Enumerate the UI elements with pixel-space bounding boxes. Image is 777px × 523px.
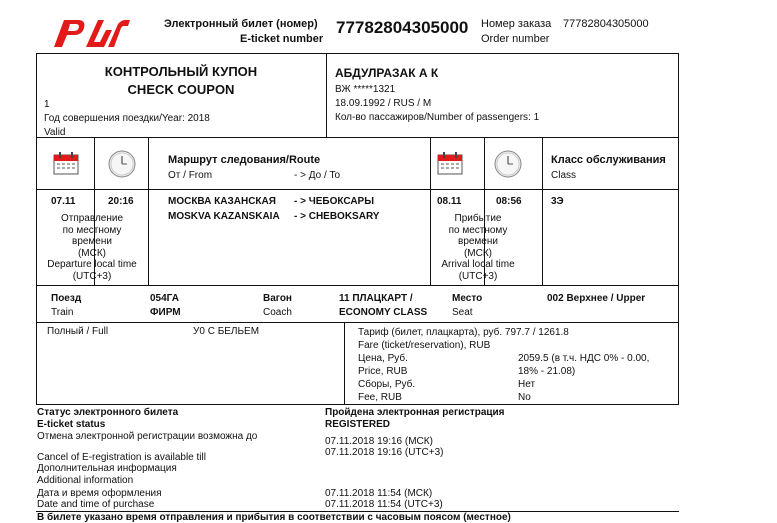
train-brand: ФИРМ — [150, 307, 181, 318]
departure-note: Отправление по местному времени (МСК) Departure local time (UTC+3) — [47, 213, 137, 282]
order-number: 77782804305000 — [563, 18, 649, 30]
coupon-number: 1 — [44, 99, 50, 110]
class-value: 3Э — [551, 196, 564, 207]
status-label-en: E-ticket status — [37, 419, 106, 430]
passenger-count: Кол-во пассажиров/Number of passengers: 1 — [335, 112, 540, 123]
status-label-ru: Статус электронного билета — [37, 407, 179, 418]
fee-label-en: Fee, RUB — [358, 392, 402, 403]
train-number: 054ГА — [150, 293, 179, 304]
arrival-note: Прибытие по местному времени (МСК) Arrival local time (UTC+3) — [441, 213, 515, 282]
passenger-birth: 18.09.1992 / RUS / M — [335, 98, 432, 109]
clock-icon — [494, 150, 522, 178]
price-label-ru: Цена, Руб. — [358, 353, 408, 364]
route-label: Маршрут следования/Route — [168, 154, 321, 166]
order-label-en: Order number — [481, 33, 550, 45]
passenger-name: АБДУЛРАЗАК А К — [335, 66, 439, 80]
fee-value-ru: Нет — [518, 379, 536, 390]
fare-service: У0 С БЕЛЬЕМ — [193, 326, 260, 337]
route-to-label: - > До / To — [294, 170, 341, 181]
car-label-ru: Вагон — [263, 293, 292, 304]
extra-info-ru: Дополнительная информация — [37, 463, 177, 474]
calendar-icon — [53, 151, 79, 175]
issued-value-2: 07.11.2018 11:54 (UTC+3) — [325, 499, 443, 510]
fare-type: Полный / Full — [47, 326, 109, 337]
issued-label-en: Date and time of purchase — [37, 499, 155, 510]
cancel-label-ru: Отмена электронной регистрации возможна до — [37, 431, 258, 442]
departure-date: 07.11 — [51, 196, 76, 207]
price-value-2: 18% - 21.08) — [518, 366, 576, 377]
seat-label-ru: Место — [452, 293, 483, 304]
rzd-logo — [48, 14, 132, 52]
eticket-number: 77782804305000 — [336, 18, 469, 37]
cancel-label-en: Cancel of E-registration is available till — [37, 452, 206, 463]
car-label-en: Coach — [263, 307, 292, 318]
cancel-value-2: 07.11.2018 19:16 (UTC+3) — [325, 447, 444, 458]
train-label-en: Train — [51, 307, 74, 318]
car-value-ru: 11 ПЛАЦКАРТ / — [339, 293, 413, 304]
route-from-label: От / From — [168, 170, 213, 181]
coupon-year: Год совершения поездки/Year: 2018 — [44, 113, 210, 124]
fee-value-en: No — [518, 392, 531, 403]
cancel-value-1: 07.11.2018 19:16 (МСК) — [325, 436, 433, 447]
fee-label-ru: Сборы, Руб. — [358, 379, 416, 390]
arrival-time: 08:56 — [496, 196, 522, 207]
route-from-en: MOSKVA KAZANSKAIA — [168, 211, 280, 222]
route-from-ru: МОСКВА КАЗАНСКАЯ — [168, 196, 276, 207]
car-value-en: ECONOMY CLASS — [339, 307, 428, 318]
issued-label-ru: Дата и время оформления — [37, 488, 162, 499]
seat-value: 002 Верхнее / Upper — [547, 293, 646, 304]
calendar-icon — [437, 151, 463, 175]
issued-value-1: 07.11.2018 11:54 (МСК) — [325, 488, 433, 499]
passenger-document: ВЖ *****1321 — [335, 84, 396, 95]
footer-note: В билете указано время отправления и прибытия в соответствии с часовым поясом (местное) — [37, 512, 511, 523]
class-label: Класс обслуживания — [551, 154, 666, 166]
departure-time: 20:16 — [108, 196, 134, 207]
coupon-title-ru: КОНТРОЛЬНЫЙ КУПОН — [104, 64, 258, 79]
route-to-en: - > CHEBOKSARY — [294, 211, 380, 222]
class-label-en: Class — [551, 170, 577, 181]
coupon-valid: Valid — [44, 127, 66, 138]
train-label-ru: Поезд — [51, 293, 82, 304]
arrival-date: 08.11 — [437, 196, 462, 207]
clock-icon — [108, 150, 136, 178]
price-value-1: 2059.5 (в т.ч. НДС 0% - 0.00, — [518, 353, 650, 364]
seat-label-en: Seat — [452, 307, 473, 318]
status-value-en: REGISTERED — [325, 419, 391, 430]
eticket-number-label-ru: Электронный билет (номер) — [164, 18, 318, 30]
tariff-ru: Тариф (билет, плацкарта), руб. 797.7 / 1261.8 — [358, 327, 569, 338]
tariff-en: Fare (ticket/reservation), RUB — [358, 340, 491, 351]
price-label-en: Price, RUB — [358, 366, 408, 377]
status-value-ru: Пройдена электронная регистрация — [325, 407, 505, 418]
extra-info-en: Additional information — [37, 475, 134, 486]
order-label-ru: Номер заказа — [481, 18, 552, 30]
coupon-title-en: CHECK COUPON — [127, 82, 235, 97]
eticket-number-label-en: E-ticket number — [240, 33, 324, 45]
route-to-ru: - > ЧЕБОКСАРЫ — [294, 196, 375, 207]
